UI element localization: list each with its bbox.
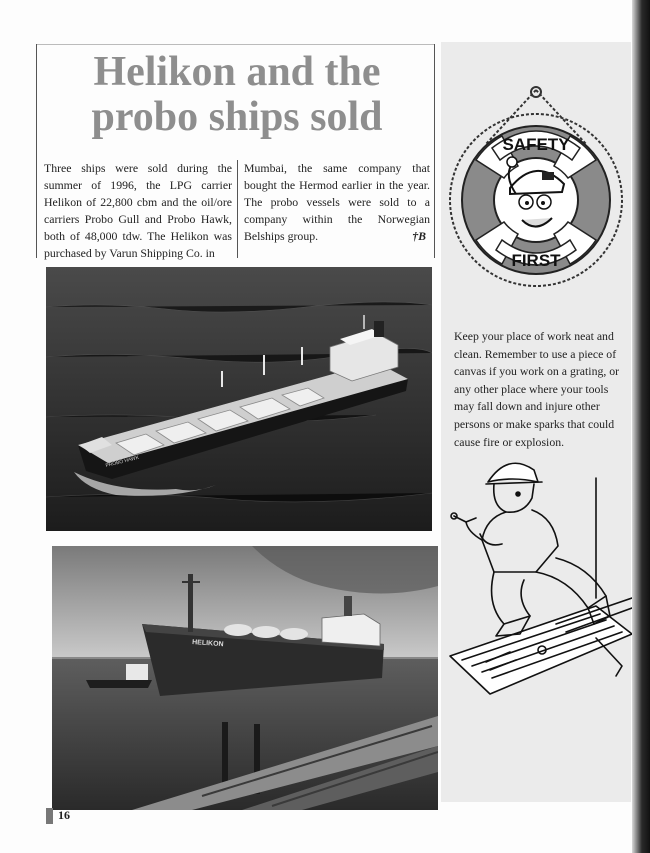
- safety-first-lifebuoy-icon: [446, 84, 626, 305]
- page-number: 16: [58, 808, 70, 822]
- badge-first-text: FIRST: [511, 251, 561, 270]
- author-signature: †B: [412, 229, 426, 243]
- safety-tip-text: Keep your place of work neat and clean. Remember to use a piece of canvas if you work on a grating, or any other place where your tools may fall down and injure other persons or make sparks that could cause fire or explosion.: [454, 329, 620, 449]
- hull-name-bottom: HELIKON: [191, 639, 224, 649]
- article-title: Helikon and the probo ships sold: [91, 49, 383, 140]
- hull-name-top: PROBO HAWK: [105, 454, 140, 469]
- page-marker: [46, 808, 53, 824]
- photo-helikon-ship: [52, 546, 438, 810]
- worker-on-grating-icon: [446, 448, 632, 713]
- article-body-right-text: Mumbai, the same company that bought the Hermod earlier in the year. The probo vessels were sold to a company within the Norwegian Belships group.: [244, 161, 430, 243]
- photo-probo-ship: [46, 267, 432, 531]
- article-body-left: Three ships were sold during the summer of 1996, the LPG carrier Helikon of 22,800 cbm and the oil/ore carriers Probo Gull and Probo Hawk, both of 48,000 tdw. The Helikon was purchased by Varun Shipping Co. in: [44, 161, 232, 260]
- top-rule: [36, 44, 434, 45]
- column-rule: [237, 160, 238, 258]
- left-margin-rule: [36, 44, 37, 258]
- badge-safety-text: SAFETY: [502, 135, 570, 154]
- binding-shadow: [632, 0, 650, 853]
- article-body-right: [244, 160, 430, 245]
- article-right-rule: [434, 44, 435, 258]
